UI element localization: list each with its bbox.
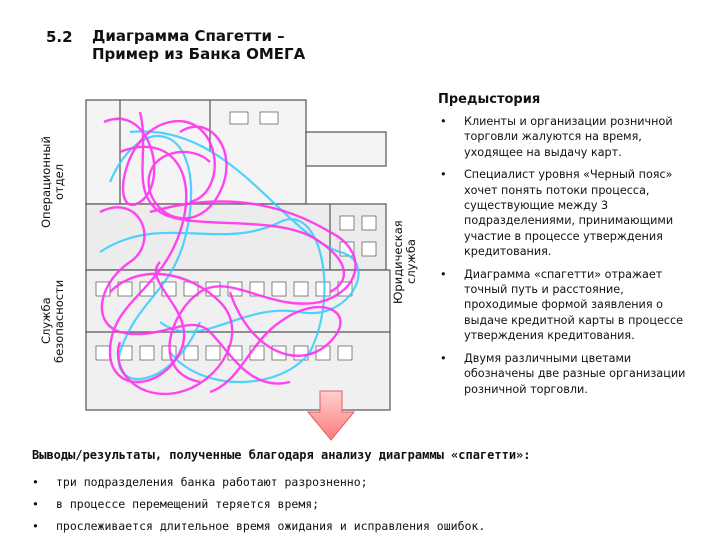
list-item: • Диаграмма «спагетти» отражает точный путь и расстояние, проходимые формой заявления о выдаче кредитной карты в процессе утверждения кредитования. <box>438 267 700 344</box>
list-item: • прослеживается длительное время ожидания и исправления ошибок. <box>32 515 485 537</box>
list-item: • три подразделения банка работают разрозненно; <box>32 471 485 493</box>
list-item: • Специалист уровня «Черный пояс» хочет понять потоки процесса, существующие между 3 подразделениями, принимающими участие в процессе утверждения кредитования. <box>438 167 700 259</box>
list-item: • Клиенты и организации розничной торговли жалуются на время, уходящее на выдачу карт. <box>438 114 700 160</box>
spaghetti-diagram <box>80 92 392 414</box>
title-line-1: Диаграмма Спагетти – <box>92 27 285 45</box>
background-bullets <box>438 114 700 397</box>
list-item: • Двумя различными цветами обозначены две разные организации розничной торговли. <box>438 351 700 397</box>
conclusions-list <box>32 471 485 537</box>
label-security-service: Служба безопасности <box>39 279 66 363</box>
label-legal-service: Юридическая служба <box>391 220 418 304</box>
label-operations-dept: Операционный отдел <box>39 136 66 228</box>
title-line-2: Пример из Банка ОМЕГА <box>92 45 306 63</box>
slide-title <box>92 27 305 63</box>
down-arrow-icon <box>306 390 356 442</box>
conclusions-heading: Выводы/результаты, полученные благодаря анализу диаграммы «спагетти»: <box>32 448 531 462</box>
section-number: 5.2 <box>46 28 73 46</box>
list-item: • в процессе перемещений теряется время; <box>32 493 485 515</box>
panel-heading: Предыстория <box>438 92 541 107</box>
